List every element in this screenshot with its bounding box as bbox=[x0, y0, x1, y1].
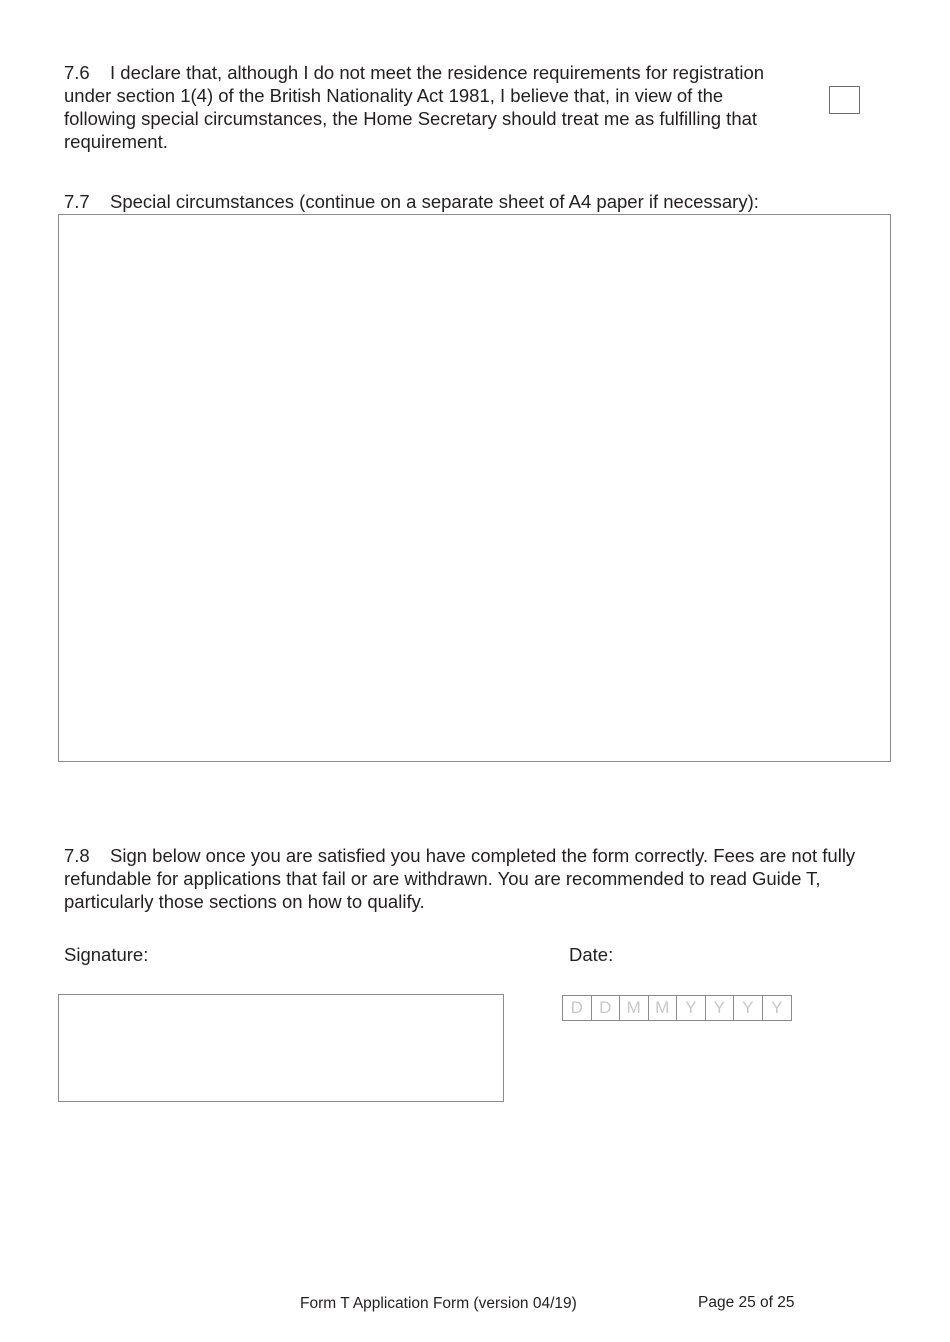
special-circumstances-heading bbox=[64, 190, 884, 213]
date-year-digit-3[interactable]: Y bbox=[734, 996, 763, 1020]
date-day-digit-1[interactable]: D bbox=[563, 996, 592, 1020]
special-circumstances-textarea[interactable] bbox=[58, 214, 891, 762]
sign-instructions-7-8 bbox=[64, 844, 894, 913]
special-circumstances-label: Special circumstances (continue on a separate sheet of A4 paper if necessary): bbox=[110, 191, 759, 212]
section-number-7-8: 7.8 bbox=[64, 845, 90, 866]
signature-field[interactable] bbox=[58, 994, 504, 1102]
footer-form-name: Form T Application Form (version 04/19) bbox=[300, 1295, 577, 1312]
section-number-7-6: 7.6 bbox=[64, 62, 90, 83]
declaration-7-6-line-1: 7.6 I declare that, although I do not meet the residence requirements for registration bbox=[64, 62, 765, 83]
date-label: Date: bbox=[569, 944, 614, 965]
declaration-7-6-checkbox[interactable] bbox=[829, 86, 860, 114]
date-year-digit-2[interactable]: Y bbox=[706, 996, 735, 1020]
footer-page-number: Page 25 of 25 bbox=[698, 1294, 795, 1311]
date-field bbox=[562, 995, 792, 1021]
date-year-digit-4[interactable]: Y bbox=[771, 998, 783, 1017]
section-number-7-7: 7.7 bbox=[64, 191, 90, 212]
date-month-digit-1[interactable]: M bbox=[620, 996, 649, 1020]
sign-instructions-line-1: 7.8 Sign below once you are satisfied you have completed the form correctly. Fees are not fully bbox=[64, 845, 856, 866]
declaration-7-6-line-3: following special circumstances, the Home Secretary should treat me as fulfilling that bbox=[64, 108, 758, 129]
sign-instructions-line-2: refundable for applications that fail or are withdrawn. You are recommended to read Guide T, bbox=[64, 868, 821, 889]
signature-label: Signature: bbox=[64, 944, 149, 965]
date-year-digit-1[interactable]: Y bbox=[677, 996, 706, 1020]
sign-instructions-line-3: particularly those sections on how to qualify. bbox=[64, 891, 425, 912]
date-day-digit-2[interactable]: D bbox=[592, 996, 621, 1020]
declaration-7-6 bbox=[64, 61, 804, 153]
declaration-7-6-line-4: requirement. bbox=[64, 131, 168, 152]
declaration-7-6-line-2: under section 1(4) of the British Nationality Act 1981, I believe that, in view of the bbox=[64, 85, 724, 106]
date-month-digit-2[interactable]: M bbox=[649, 996, 678, 1020]
